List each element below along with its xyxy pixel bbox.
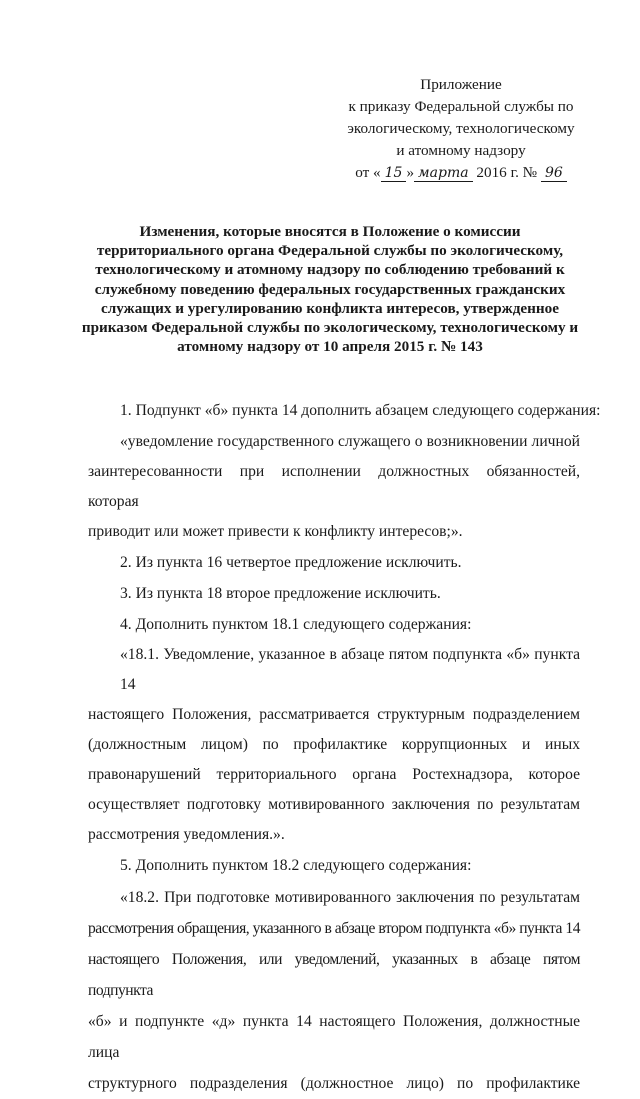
item-5: 5. Дополнить пунктом 18.2 следующего содержания: (120, 857, 472, 874)
item-3: 3. Из пункта 18 второе предложение исключить. (120, 585, 441, 602)
quote-line: рассмотрения уведомления.». (88, 826, 285, 843)
title-line: технологическому и атомному надзору по соблюдению требований к (95, 261, 565, 279)
appendix-block (330, 74, 592, 184)
date-prefix: от « (355, 164, 381, 181)
item-2: 2. Из пункта 16 четвертое предложение исключить. (120, 554, 462, 571)
quote-line: правонарушений территориального органа Ростехнадзора, которое (88, 766, 580, 783)
title-line: служебному поведению федеральных государственных гражданских (94, 280, 566, 298)
appendix-line-2: к приказу Федеральной службы по (348, 98, 574, 115)
appendix-line-4: и атомному надзору (396, 142, 526, 159)
title-line: Изменения, которые вносятся в Положение о комиссии (139, 223, 521, 240)
quote-line: настоящего Положения, рассматривается структурным подразделением (88, 706, 580, 723)
title-line: территориального органа Федеральной службы по экологическому, (96, 242, 564, 260)
document-title (60, 222, 600, 356)
appendix-line-3: экологическому, технологическому (347, 120, 575, 137)
quote-line: «б» и подпункте «д» пункта 14 настоящего Положения, должностные лица (88, 1013, 580, 1061)
quote-line: (должностным лицом) по профилактике коррупционных и иных (88, 736, 580, 753)
handwritten-number: 96 (541, 165, 567, 182)
quote-line: осуществляет подготовку мотивированного заключения по результатам (88, 796, 580, 813)
handwritten-month: марта (414, 165, 473, 182)
date-year: 2016 г. № (476, 164, 538, 181)
quote-line: рассмотрения обращения, указанного в абзаце втором подпункта «б» пункта 14 (88, 920, 580, 937)
appendix-line-1: Приложение (420, 76, 502, 93)
appendix-date-line (330, 162, 592, 184)
quote-line: структурного подразделения (должностное лицо) по профилактике (88, 1075, 580, 1092)
handwritten-day: 15 (381, 165, 407, 182)
document-body (88, 395, 601, 1099)
quote-line: настоящего Положения, или уведомлений, указанных в абзаце пятом подпункта (88, 951, 580, 999)
quote-line: «уведомление государственного служащего о возникновении личной (120, 433, 580, 450)
title-line: атомному надзору от 10 апреля 2015 г. № 143 (177, 338, 483, 356)
title-line: приказом Федеральной службы по экологическому, технологическому и (81, 319, 579, 337)
title-line: служащих и урегулированию конфликта интересов, утвержденное (101, 299, 559, 317)
quote-line: приводит или может привести к конфликту интересов;». (88, 523, 463, 540)
item-4: 4. Дополнить пунктом 18.1 следующего содержания: (120, 616, 472, 633)
quote-line: «18.2. При подготовке мотивированного заключения по результатам (120, 889, 580, 906)
date-mid: » (406, 164, 415, 181)
item-1: 1. Подпункт «б» пункта 14 дополнить абзацем следующего содержания: (120, 402, 601, 419)
quote-line: «18.1. Уведомление, указанное в абзаце пятом подпункта «б» пункта 14 (120, 646, 580, 693)
quote-line: заинтересованности при исполнении должностных обязанностей, которая (88, 463, 580, 510)
